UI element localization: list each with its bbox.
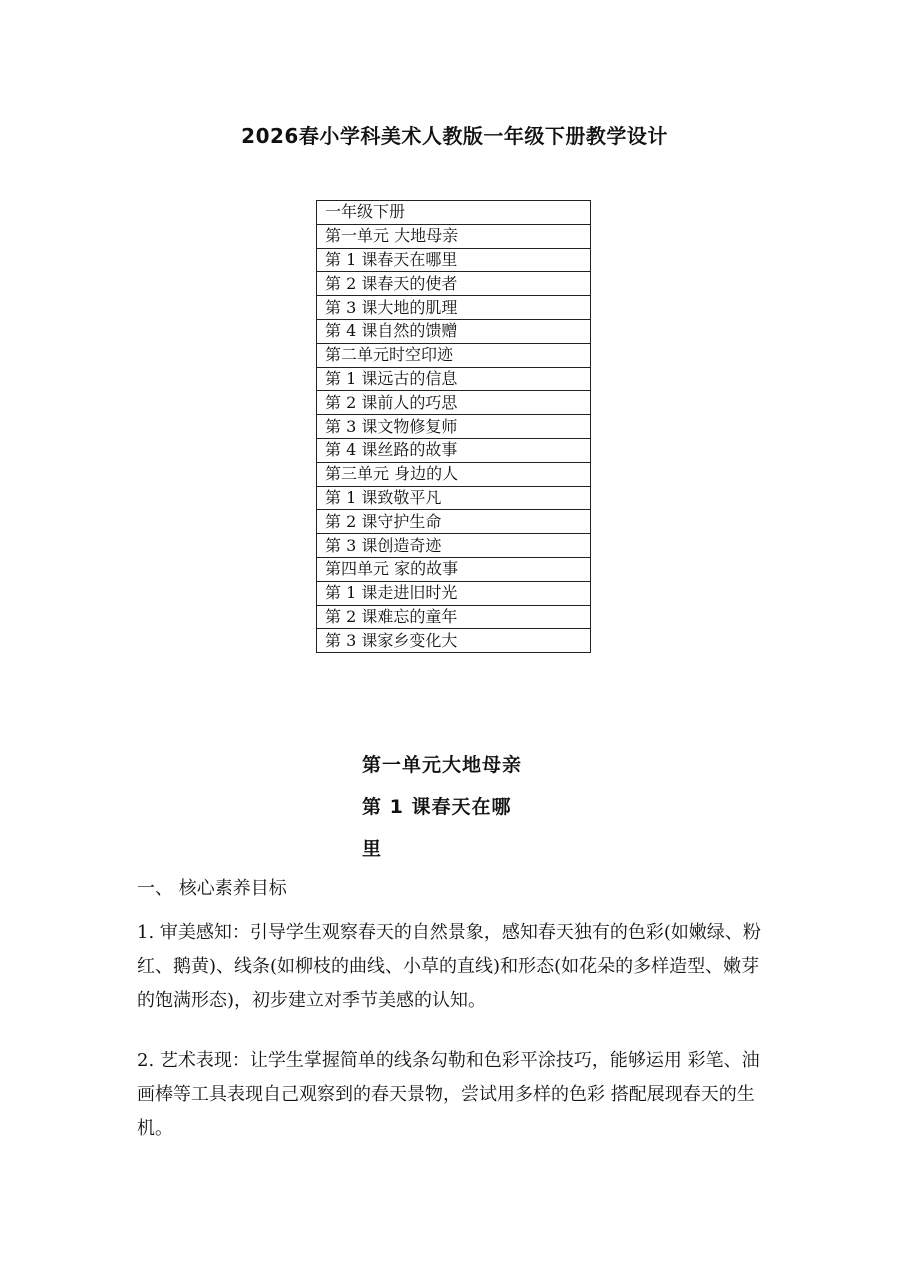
- table-row: [317, 415, 591, 439]
- toc-cell: 第 1 课春天在哪里: [317, 248, 591, 272]
- toc-cell: 第 4 课丝路的故事: [317, 438, 591, 462]
- table-row: [317, 319, 591, 343]
- table-row: [317, 296, 591, 320]
- toc-cell: 第 2 课春天的使者: [317, 272, 591, 296]
- table-row: [317, 343, 591, 367]
- table-row: [317, 272, 591, 296]
- table-row: [317, 391, 591, 415]
- toc-cell: 第 1 课远古的信息: [317, 367, 591, 391]
- table-row: [317, 224, 591, 248]
- table-of-contents: [316, 200, 591, 653]
- paragraph-aesthetic-perception: 1. 审美感知：引导学生观察春天的自然景象，感知春天独有的色彩(如嫩绿、粉红、鹅黄)、线条(如柳枝的曲线、小草的直线)和形态(如花朵的多样造型、嫩芽的饱满形态)，初步建立对季节美感的认知。: [137, 922, 761, 1011]
- toc-cell: 第 1 课致敬平凡: [317, 486, 591, 510]
- toc-cell: 第 2 课前人的巧思: [317, 391, 591, 415]
- toc-cell: 第二单元时空印迹: [317, 343, 591, 367]
- lesson-heading-continued: 里: [362, 838, 383, 860]
- table-row: [317, 367, 591, 391]
- toc-cell: 第 4 课自然的馈赠: [317, 319, 591, 343]
- toc-cell: 第 3 课创造奇迹: [317, 534, 591, 558]
- toc-cell: 第四单元 家的故事: [317, 557, 591, 581]
- paragraph-artistic-expression: 2. 艺术表现：让学生掌握简单的线条勾勒和色彩平涂技巧，能够运用 彩笔、油画棒等工具表现自己观察到的春天景物，尝试用多样的色彩 搭配展现春天的生机。: [137, 1050, 760, 1139]
- table-row: [317, 486, 591, 510]
- toc-cell: 第 1 课走进旧时光: [317, 581, 591, 605]
- table-row: [317, 534, 591, 558]
- table-row: [317, 629, 591, 653]
- toc-cell: 第 3 课文物修复师: [317, 415, 591, 439]
- toc-cell: 第三单元 身边的人: [317, 462, 591, 486]
- unit-heading: 第一单元大地母亲: [362, 754, 523, 776]
- lesson-heading: 第 1 课春天在哪: [362, 796, 512, 818]
- table-row: [317, 557, 591, 581]
- toc-cell: 第 3 课家乡变化大: [317, 629, 591, 653]
- table-row: [317, 438, 591, 462]
- toc-cell: 第 2 课难忘的童年: [317, 605, 591, 629]
- table-row: [317, 248, 591, 272]
- table-row: [317, 581, 591, 605]
- table-row: [317, 462, 591, 486]
- toc-cell: 第一单元 大地母亲: [317, 224, 591, 248]
- section-heading: 一、 核心素养目标: [137, 878, 287, 899]
- page-title: 2026春小学科美术人教版一年级下册教学设计: [241, 124, 668, 148]
- table-row: [317, 201, 591, 225]
- toc-cell: 一年级下册: [317, 201, 591, 225]
- table-row: [317, 510, 591, 534]
- table-row: [317, 605, 591, 629]
- toc-cell: 第 2 课守护生命: [317, 510, 591, 534]
- toc-cell: 第 3 课大地的肌理: [317, 296, 591, 320]
